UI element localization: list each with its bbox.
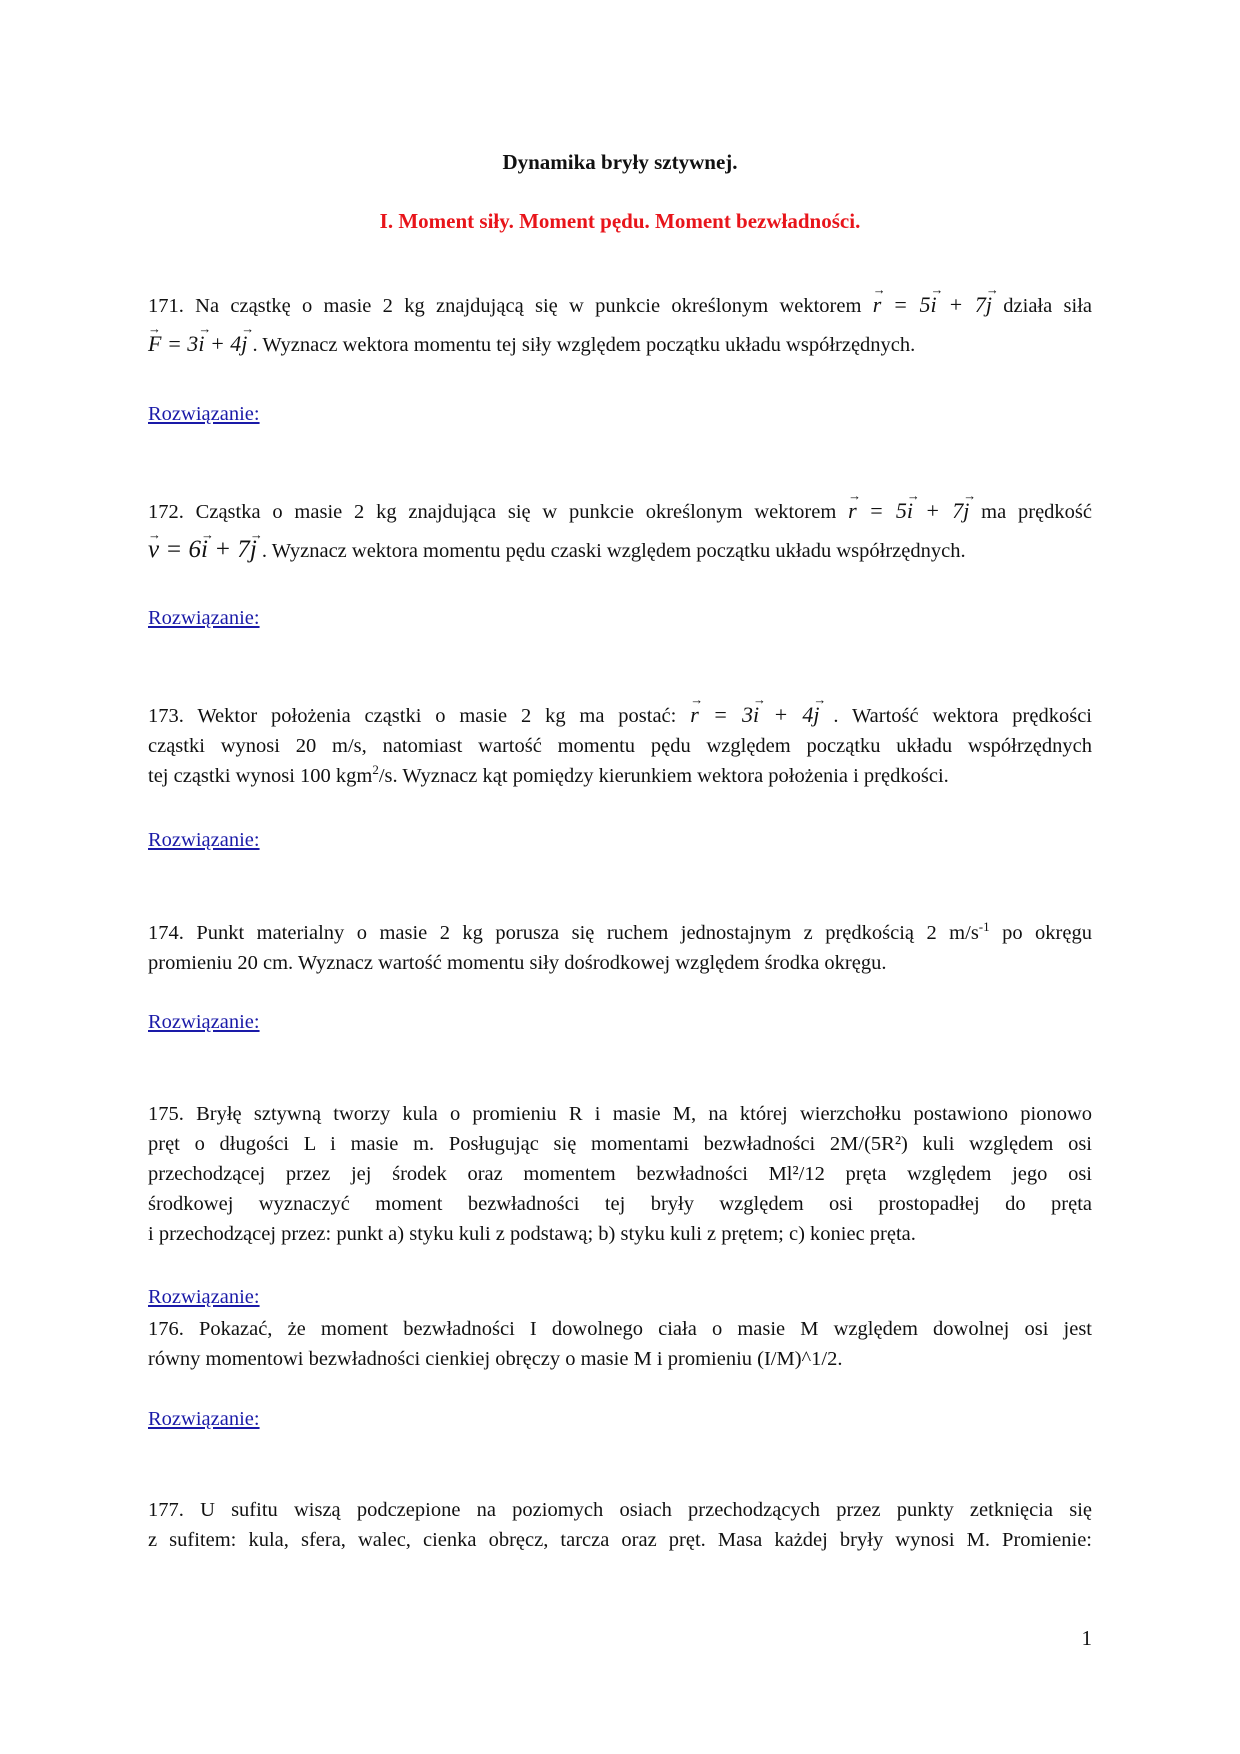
problem-174-line-1: 174. Punkt materialny o masie 2 kg porusza się ruchem jednostajnym z prędkością 2 $m/s^{-1}$ po okręgu <box>148 919 1092 944</box>
page-number: 1 <box>1081 1626 1092 1650</box>
problem-171-line-2: F → = 3i → + 4j → . Wyznacz wektora momentu tej siły względem początku układu współrzędnych. <box>148 329 1092 360</box>
problem-172-line-2: v → = 6i → + 7j → . Wyznacz wektora momentu pędu czaski względem początku układu współrzędnych. <box>148 535 1092 566</box>
problem-175-line-1: 175. Bryłę sztywną tworzy kula o promieniu R i masie M, na której wierzchołku postawiono pionowo <box>148 1103 1092 1125</box>
problem-172 <box>148 496 1092 566</box>
problem-171 <box>148 290 1092 360</box>
problem-176 <box>148 1314 1092 1374</box>
problem-175-line-3: przechodzącej przez jej środek oraz momentem bezwładności Ml²/12 pręta względem jego osi <box>148 1163 1092 1185</box>
formula-r: r → = 5i → + 7j → <box>873 292 992 317</box>
problem-175-line-5: i przechodzącej przez: punkt a) styku kuli z podstawą; b) styku kuli z prętem; c) koniec pręta. <box>148 1223 916 1245</box>
formula-r: r → = 3i → + 4j → <box>690 702 819 727</box>
solution-link-175[interactable]: Rozwiązanie: <box>148 1286 260 1308</box>
problem-173-line-2: cząstki wynosi 20 m/s, natomiast wartość momentu pędu względem początku układu współrzędnych <box>148 735 1092 757</box>
problem-177 <box>148 1495 1092 1555</box>
problem-175-line-4: środkowej wyznaczyć moment bezwładności tej bryły względem osi prostopadłej do pręta <box>148 1193 1092 1215</box>
problem-173-line-1: 173. Wektor położenia cząstki o masie 2 kg ma postać: r → = 3i → + 4j → . Wartość wektora prędkości <box>148 700 1092 731</box>
problem-177-line-1: 177. U sufitu wiszą podczepione na poziomych osiach przechodzących przez punkty zetknięcia się <box>148 1499 1092 1521</box>
section-heading: I. Moment siły. Moment pędu. Moment bezwładności. <box>379 209 861 233</box>
formula-v: v → = 6i → + 7j → <box>148 536 257 563</box>
problem-174 <box>148 918 1092 978</box>
solution-link-176[interactable]: Rozwiązanie: <box>148 1408 260 1430</box>
problem-173 <box>148 700 1092 791</box>
solution-link-171[interactable]: Rozwiązanie: <box>148 403 260 425</box>
problem-175-line-2: pręt o długości L i masie m. Posługując się momentami bezwładności 2M/(5R²) kuli względem osi <box>148 1133 1092 1155</box>
solution-link-172[interactable]: Rozwiązanie: <box>148 607 260 629</box>
problem-175 <box>148 1099 1092 1249</box>
problem-176-line-1: 176. Pokazać, że moment bezwładności I dowolnego ciała o masie M względem dowolnej osi jest <box>148 1318 1092 1340</box>
problem-171-line-1: 171. Na cząstkę o masie 2 kg znajdującą się w punkcie określonym wektorem r → = 5i → + 7j → działa siła <box>148 290 1092 321</box>
problem-176-line-2: równy momentowi bezwładności cienkiej obręczy o masie M i promieniu (I/M)^1/2. <box>148 1348 843 1370</box>
solution-link-174[interactable]: Rozwiązanie: <box>148 1011 260 1033</box>
problem-177-line-2: z sufitem: kula, sfera, walec, cienka obręcz, tarcza oraz pręt. Masa każdej bryły wynosi M. Promienie: <box>148 1529 1092 1551</box>
solution-link-173[interactable]: Rozwiązanie: <box>148 829 260 851</box>
page-title: Dynamika bryły sztywnej. <box>502 150 738 174</box>
problem-174-line-2: promieniu 20 cm. Wyznacz wartość momentu siły dośrodkowej względem środka okręgu. <box>148 952 887 974</box>
formula-f: F → = 3i → + 4j → <box>148 331 247 356</box>
problem-172-line-1: 172. Cząstka o masie 2 kg znajdująca się w punkcie określonym wektorem r → = 5i → + 7j → ma prędkość <box>148 496 1092 527</box>
problem-173-line-3: tej cząstki wynosi 100 kgm$^2$/s. Wyznacz kąt pomiędzy kierunkiem wektora położenia i prędkości. <box>148 762 949 787</box>
formula-r: r → = 5i → + 7j → <box>848 498 969 523</box>
